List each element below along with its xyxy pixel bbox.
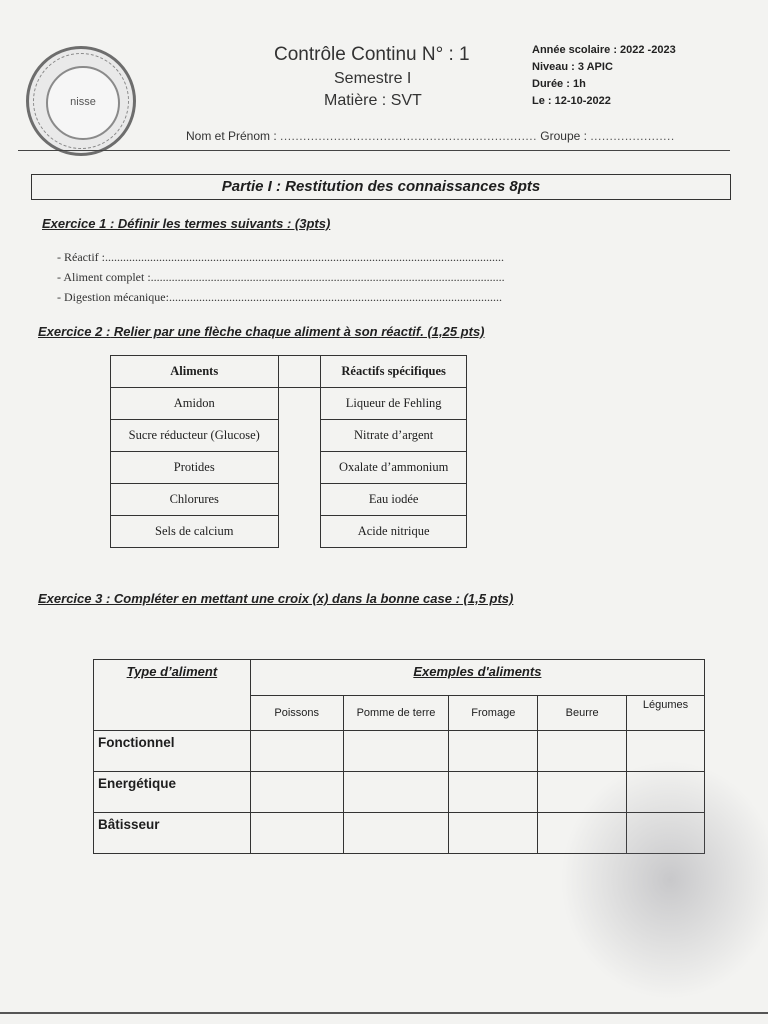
exam-date: Le : 12-10-2022 bbox=[532, 95, 611, 107]
examples-header: Exemples d'aliments bbox=[250, 660, 704, 696]
reactif-cell[interactable]: Eau iodée bbox=[321, 484, 467, 516]
checkbox-cell[interactable] bbox=[343, 772, 449, 813]
name-group-line bbox=[186, 129, 675, 143]
definition-line[interactable] bbox=[57, 270, 505, 285]
definition-term: - Réactif : bbox=[57, 250, 105, 264]
matching-table bbox=[110, 355, 467, 548]
definition-term: - Digestion mécanique: bbox=[57, 290, 169, 304]
checkbox-cell[interactable] bbox=[250, 813, 343, 854]
food-column-header: Pomme de terre bbox=[343, 696, 449, 731]
type-row-header: Energétique bbox=[94, 772, 251, 813]
definition-blank[interactable]: ...................................................................................................................... bbox=[150, 270, 505, 284]
food-column-header: Légumes bbox=[627, 696, 705, 731]
food-column-header: Fromage bbox=[449, 696, 538, 731]
aliment-cell[interactable]: Amidon bbox=[111, 388, 279, 420]
name-label: Nom et Prénom : bbox=[186, 129, 277, 143]
checkbox-cell[interactable] bbox=[250, 772, 343, 813]
school-year: Année scolaire : 2022 -2023 bbox=[532, 44, 676, 56]
aliment-cell[interactable]: Chlorures bbox=[111, 484, 279, 516]
group-label: Groupe : bbox=[540, 129, 587, 143]
semester: Semestre I bbox=[334, 70, 412, 87]
checkbox-cell[interactable] bbox=[449, 813, 538, 854]
exercise2-instruction: Relier par une flèche chaque aliment à son réactif. (1,25 pts) bbox=[110, 324, 485, 339]
reactif-cell[interactable]: Acide nitrique bbox=[321, 516, 467, 548]
subject: Matière : SVT bbox=[324, 92, 422, 109]
scan-shadow bbox=[560, 760, 768, 1000]
aliment-cell[interactable]: Protides bbox=[111, 452, 279, 484]
arrow-column-header bbox=[278, 356, 321, 388]
name-field[interactable]: ................................................................... bbox=[280, 129, 537, 143]
exam-title: Contrôle Continu N° : 1 bbox=[274, 44, 470, 65]
type-row-header: Bâtisseur bbox=[94, 813, 251, 854]
checkbox-cell[interactable] bbox=[449, 772, 538, 813]
exercise2-prefix: Exercice 2 : bbox=[38, 324, 111, 339]
exercise1-title: Exercice 1 : Définir les termes suivants : (3pts) bbox=[42, 216, 331, 231]
reactif-cell[interactable]: Nitrate d’argent bbox=[321, 420, 467, 452]
checkbox-cell[interactable] bbox=[449, 731, 538, 772]
duration: Durée : 1h bbox=[532, 78, 586, 90]
part-title: Partie I : Restitution des connaissances 8pts bbox=[31, 174, 731, 200]
page-bottom-edge bbox=[0, 1012, 768, 1014]
logo-text: nisse bbox=[70, 96, 96, 108]
food-column-header: Beurre bbox=[538, 696, 627, 731]
reactif-cell[interactable]: Liqueur de Fehling bbox=[321, 388, 467, 420]
reactifs-header: Réactifs spécifiques bbox=[321, 356, 467, 388]
definition-line[interactable] bbox=[57, 250, 504, 265]
type-row-header: Fonctionnel bbox=[94, 731, 251, 772]
exercise3-title: Exercice 3 : Compléter en mettant une croix (x) dans la bonne case : (1,5 pts) bbox=[38, 591, 514, 606]
aliments-header: Aliments bbox=[111, 356, 279, 388]
exercise2-title bbox=[38, 324, 485, 339]
definition-term: - Aliment complet : bbox=[57, 270, 151, 284]
reactif-cell[interactable]: Oxalate d’ammonium bbox=[321, 452, 467, 484]
definition-line[interactable] bbox=[57, 290, 502, 305]
definition-blank[interactable]: ............................................................................................................... bbox=[168, 290, 502, 304]
seal-center bbox=[46, 66, 120, 140]
arrow-drawing-area[interactable] bbox=[278, 388, 321, 548]
checkbox-cell[interactable] bbox=[343, 731, 449, 772]
school-logo-seal bbox=[26, 46, 136, 156]
checkbox-cell[interactable] bbox=[250, 731, 343, 772]
type-header: Type d’aliment bbox=[94, 660, 251, 731]
definition-blank[interactable]: ..................................................................................................................................... bbox=[104, 250, 504, 264]
aliment-cell[interactable]: Sucre réducteur (Glucose) bbox=[111, 420, 279, 452]
group-field[interactable]: ...................... bbox=[590, 129, 675, 143]
header-divider bbox=[18, 150, 730, 151]
level: Niveau : 3 APIC bbox=[532, 61, 613, 73]
food-column-header: Poissons bbox=[250, 696, 343, 731]
checkbox-cell[interactable] bbox=[343, 813, 449, 854]
aliment-cell[interactable]: Sels de calcium bbox=[111, 516, 279, 548]
